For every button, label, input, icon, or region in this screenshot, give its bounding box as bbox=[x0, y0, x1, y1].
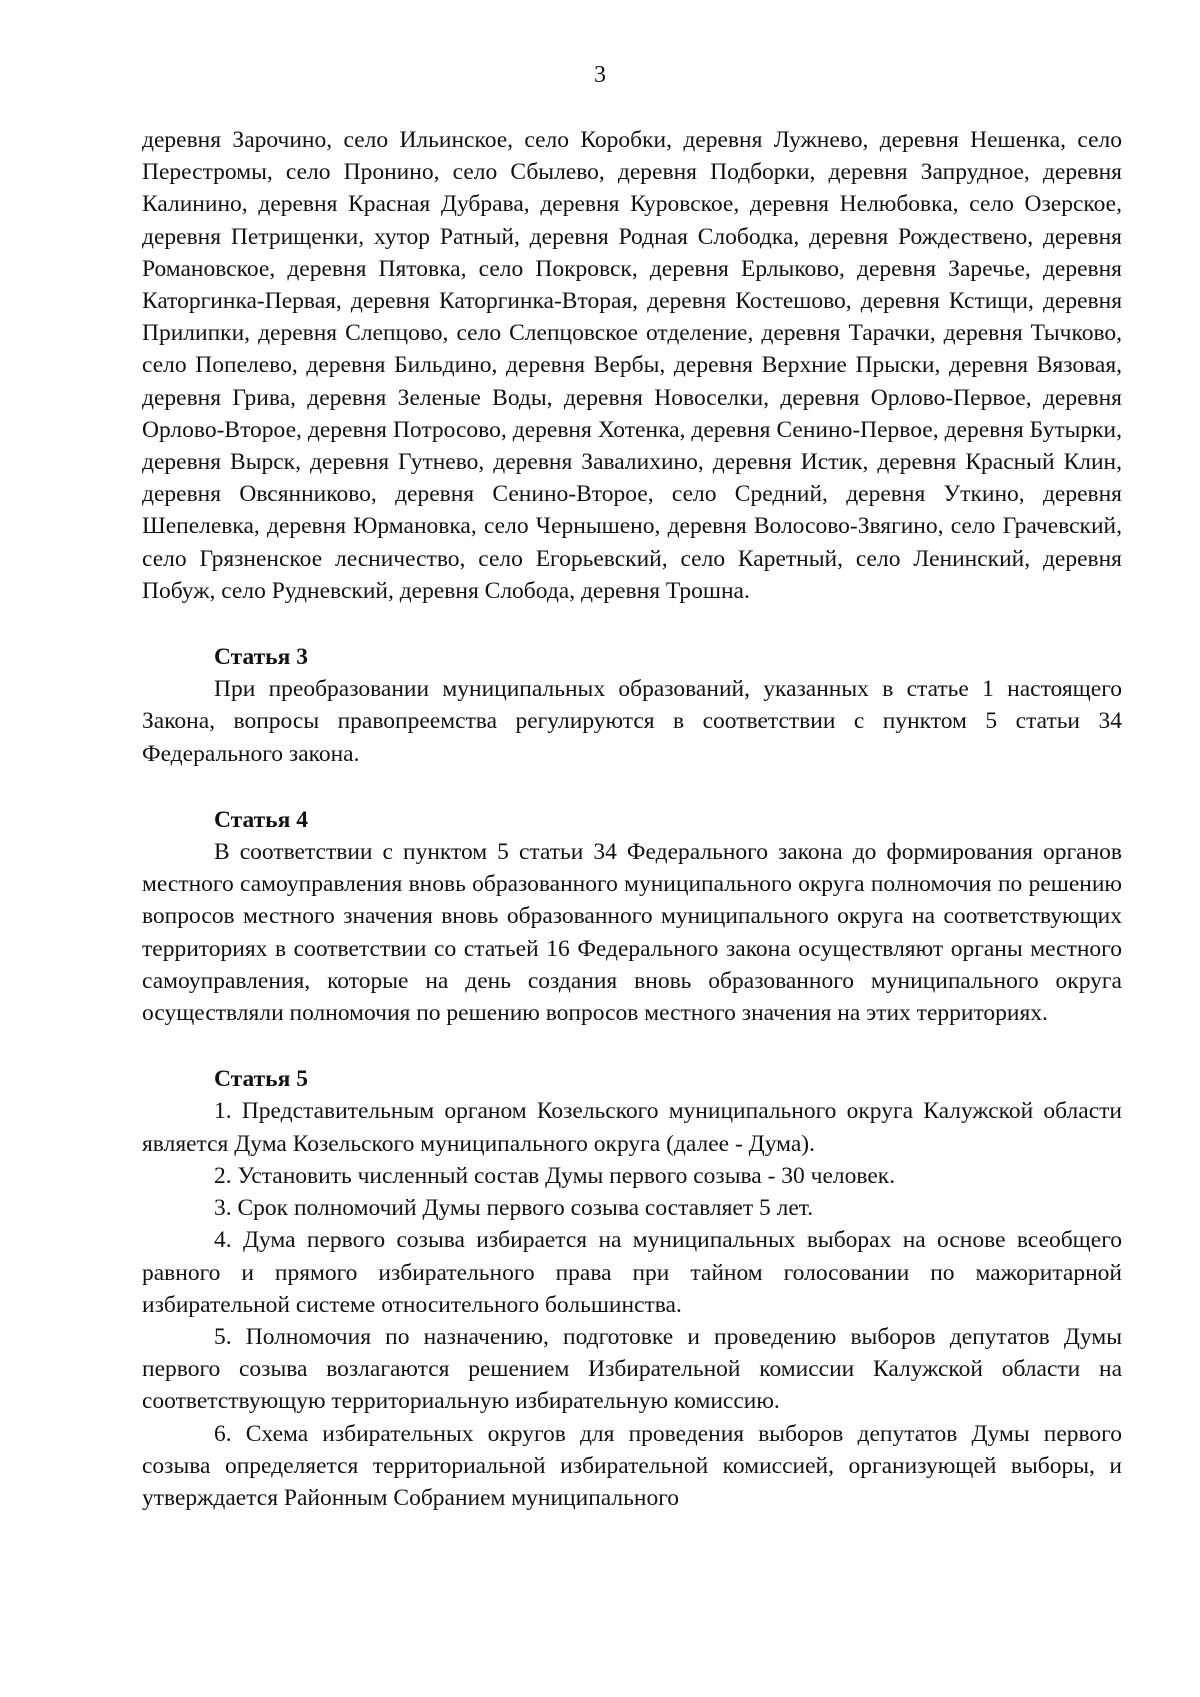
article-5-item-6: 6. Схема избирательных округов для проведения выборов депутатов Думы первого созыва определяется территориальной избирательной комиссией, организующей выборы, и утверждается Районным Собранием муниципального bbox=[142, 1420, 1122, 1511]
village-list-paragraph: деревня Зарочино, село Ильинское, село Коробки, деревня Лужнево, деревня Нешенка, село Перестромы, село Пронино, село Сбылево, деревня Подборки, деревня Запрудное, деревня Калинино, деревня Красная Дубрава, деревня Куровское, деревня Нелюбовка, село Озерское, деревня Петрищенки, хутор Ратный, деревня Родная Слободка, деревня Рождествено, деревня Романовское, деревня Пятовка, село Покровск, деревня Ерлыково, деревня Заречье, деревня Каторгинка-Первая, деревня Каторгинка-Вторая, деревня Костешово, деревня Кстищи, деревня Прилипки, деревня Слепцово, село Слепцовское отделение, деревня Тарачки, деревня Тычково, село Попелево, деревня Бильдино, деревня Вербы, деревня Верхние Прыски, деревня Вязовая, деревня Грива, деревня Зеленые Воды, деревня Новоселки, деревня Орлово-Первое, деревня Орлово-Второе, деревня Потросово, деревня Хотенка, деревня Сенино-Первое, деревня Бутырки, деревня Вырск, деревня Гутнево, деревня Завалихино, деревня Истик, деревня Красный Клин, деревня Овсянниково, деревня Сенино-Второе, село Средний, деревня Уткино, деревня Шепелевка, деревня Юрмановка, село Чернышено, деревня Волосово-Звягино, село Грачевский, село Грязненское лесничество, село Егорьевский, село Каретный, село Ленинский, деревня Побуж, село Рудневский, деревня Слобода, деревня Трошна. bbox=[142, 127, 1122, 604]
article-5-item-4: 4. Дума первого созыва избирается на муниципальных выборах на основе всеобщего равного и прямого избирательного права при тайном голосовании по мажоритарной избирательной системе относительного большинства. bbox=[142, 1227, 1122, 1318]
article-5-item-3: 3. Срок полномочий Думы первого созыва составляет 5 лет. bbox=[214, 1195, 814, 1222]
spacer bbox=[142, 770, 1122, 804]
article-3-text: При преобразовании муниципальных образований, указанных в статье 1 настоящего Закона, вопросы правопреемства регулируются в соответствии с пунктом 5 статьи 34 Федерального закона. bbox=[142, 676, 1122, 767]
article-5-title: Статья 5 bbox=[214, 1066, 308, 1093]
article-3-title: Статья 3 bbox=[214, 644, 308, 671]
article-5-item-5: 5. Полномочия по назначению, подготовке и проведению выборов депутатов Думы первого созыва возлагаются решением Избирательной комиссии Калужской области на соответствующую территориальную избирательную комиссию. bbox=[142, 1323, 1122, 1415]
spacer bbox=[142, 1029, 1122, 1063]
article-5-item-2: 2. Установить численный состав Думы первого созыва - 30 человек. bbox=[214, 1162, 896, 1189]
spacer bbox=[142, 607, 1122, 641]
article-4-text: В соответствии с пунктом 5 статьи 34 Федерального закона до формирования органов местного самоуправления вновь образованного муниципального округа полномочия по решению вопросов местного значения вновь образованного муниципального округа на соответствующих территориях в соответствии со статьей 16 Федерального закона осуществляют органы местного самоуправления, которые на день создания вновь образованного муниципального округа осуществляли полномочия по решению вопросов местного значения на этих территориях. bbox=[142, 839, 1122, 1027]
article-4-title: Статья 4 bbox=[214, 806, 308, 833]
page-number: 3 bbox=[594, 62, 606, 88]
article-5-item-1: 1. Представительным органом Козельского муниципального округа Калужской области является Дума Козельского муниципального округа (далее - Дума). bbox=[142, 1098, 1122, 1157]
document-body bbox=[142, 124, 1122, 1514]
